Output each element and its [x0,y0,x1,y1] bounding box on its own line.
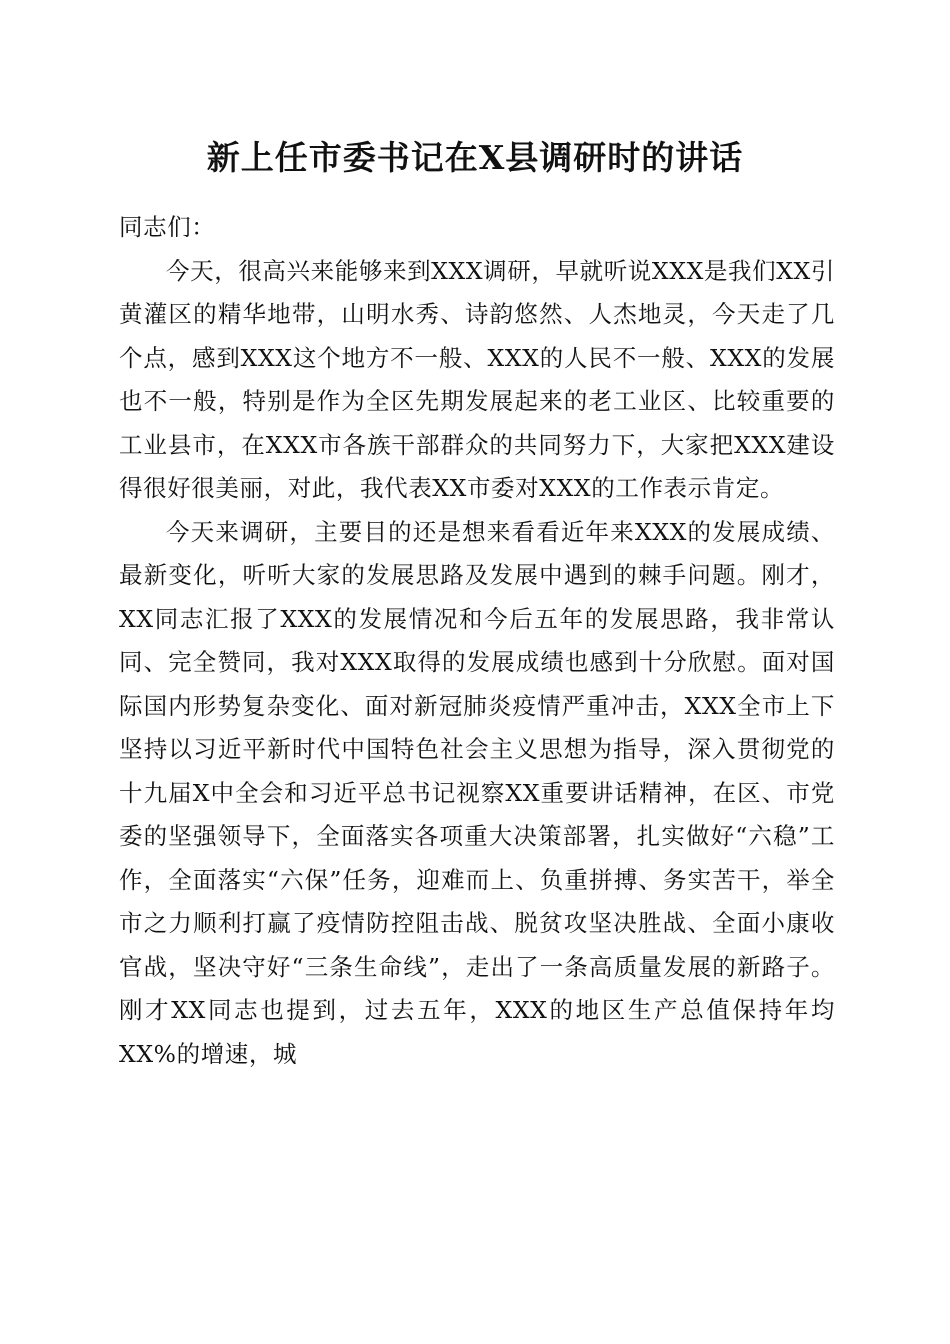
document-body [119,206,835,1076]
salutation: 同志们： [119,213,216,241]
paragraph-1: 今天，很高兴来能够来到XXX调研，早就听说XXX是我们XX引黄灌区的精华地带，山明水秀、诗韵悠然、人杰地灵，今天走了几个点，感到XXX这个地方不一般、XXX的人民不一般、XXX的发展也不一般，特别是作为全区先期发展起来的老工业区、比较重要的工业县市，在XXX市各族干部群众的共同努力下，大家把XXX建设得很好很美丽，对此，我代表XX市委对XXX的工作表示肯定。 [119,256,835,502]
document-title: 新上任市委书记在X县调研时的讲话 [206,138,744,177]
paragraph-2: 今天来调研，主要目的还是想来看看近年来XXX的发展成绩、最新变化，听听大家的发展思路及发展中遇到的棘手问题。刚才，XX同志汇报了XXX的发展情况和今后五年的发展思路，我非常认同、完全赞同，我对XXX取得的发展成绩也感到十分欣慰。面对国际国内形势复杂变化、面对新冠肺炎疫情严重冲击，XXX全市上下坚持以习近平新时代中国特色社会主义思想为指导，深入贯彻党的十九届X中全会和习近平总书记视察XX重要讲话精神，在区、市党委的坚强领导下，全面落实各项重大决策部署，扎实做好“六稳”工作，全面落实“六保”任务，迎难而上、负重拼搏、务实苦干，举全市之力顺利打赢了疫情防控阻击战、脱贫攻坚决胜战、全面小康收官战，坚决守好“三条生命线”，走出了一条高质量发展的新路子。刚才XX同志也提到，过去五年，XXX的地区生产总值保持年均XX%的增速，城 [119,517,835,1068]
